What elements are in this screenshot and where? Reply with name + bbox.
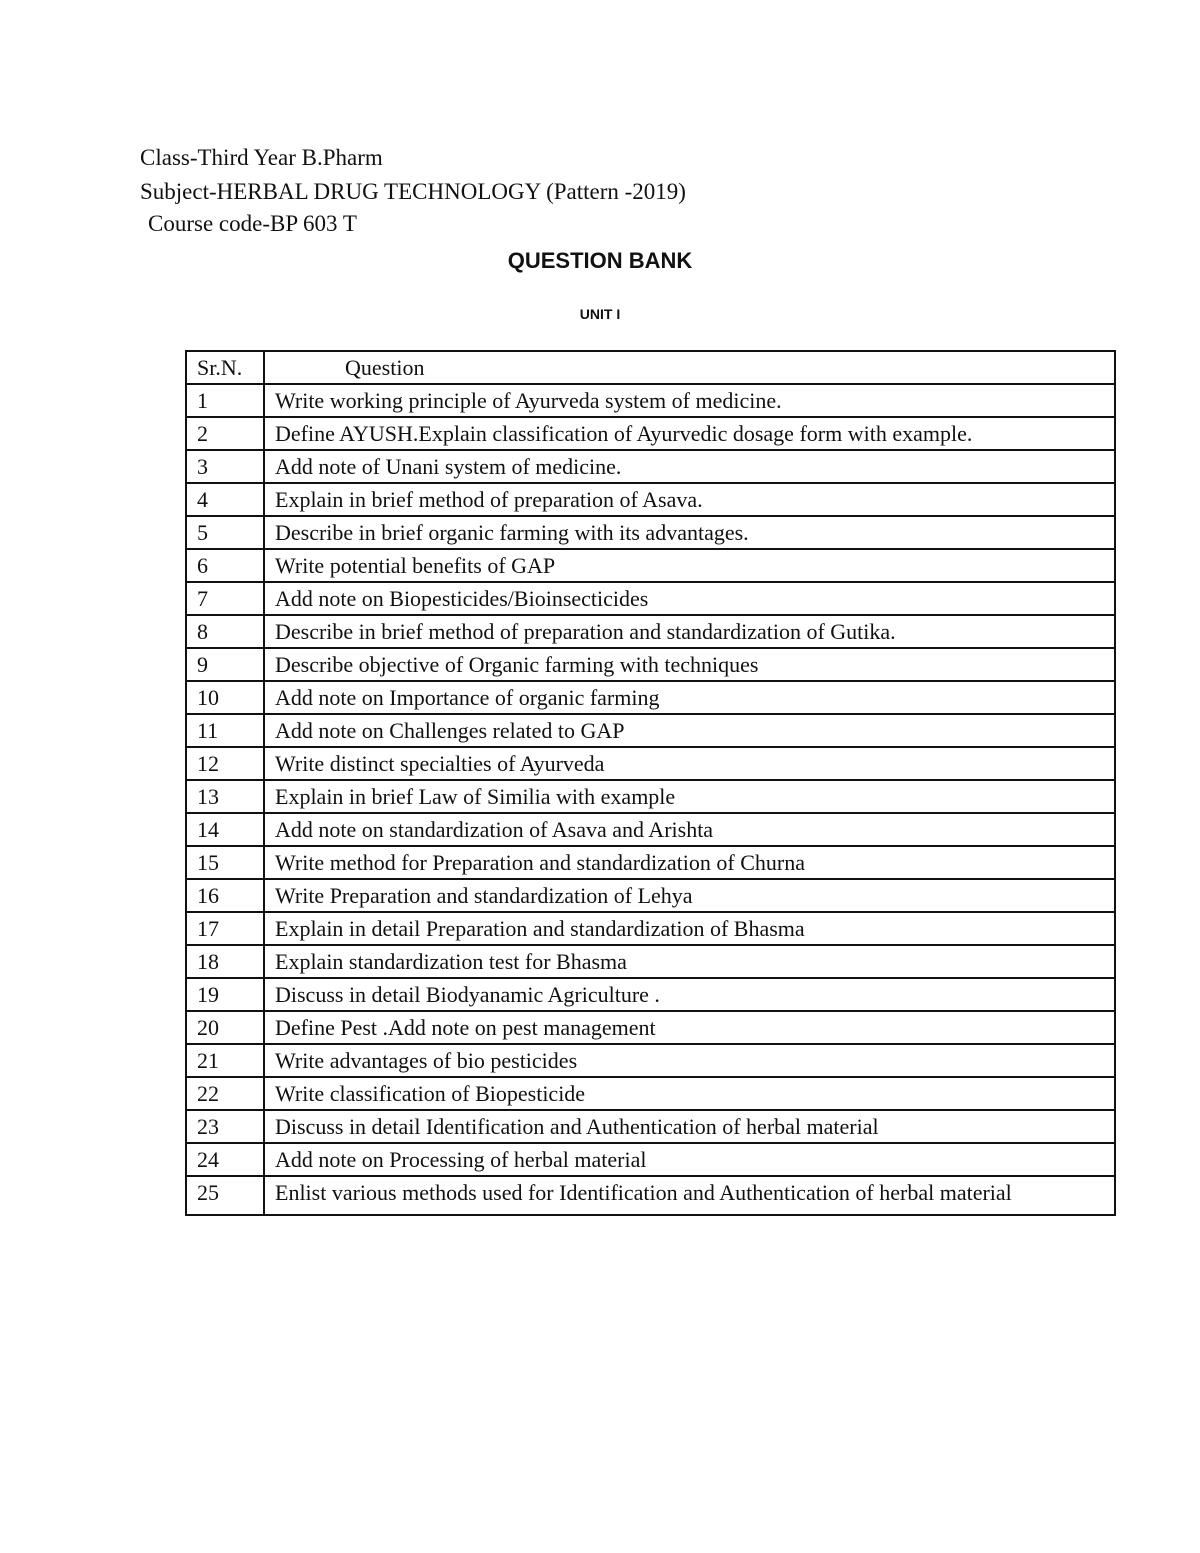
table-row: [186, 714, 1115, 747]
row-question: Explain in detail Preparation and standardization of Bhasma: [264, 912, 1115, 945]
table-row: [186, 813, 1115, 846]
row-number: 1: [186, 384, 264, 417]
row-question: Add note on standardization of Asava and Arishta: [264, 813, 1115, 846]
row-number: 9: [186, 648, 264, 681]
table-row: [186, 912, 1115, 945]
row-number: 25: [186, 1176, 264, 1215]
row-question: Explain in brief method of preparation of Asava.: [264, 483, 1115, 516]
table-row: [186, 846, 1115, 879]
row-number: 2: [186, 417, 264, 450]
header-serial-number: Sr.N.: [186, 351, 264, 384]
table-header-row: [186, 351, 1115, 384]
question-table: [185, 350, 1116, 1216]
table-row: [186, 681, 1115, 714]
row-number: 4: [186, 483, 264, 516]
unit-heading: UNIT I: [579, 306, 621, 322]
row-question: Write Preparation and standardization of Lehya: [264, 879, 1115, 912]
row-question: Discuss in detail Biodyanamic Agriculture .: [264, 978, 1115, 1011]
row-question: Define Pest .Add note on pest management: [264, 1011, 1115, 1044]
row-number: 10: [186, 681, 264, 714]
row-number: 20: [186, 1011, 264, 1044]
row-question: Write working principle of Ayurveda system of medicine.: [264, 384, 1115, 417]
row-question: Discuss in detail Identification and Authentication of herbal material: [264, 1110, 1115, 1143]
row-question: Describe in brief organic farming with its advantages.: [264, 516, 1115, 549]
row-question: Write advantages of bio pesticides: [264, 1044, 1115, 1077]
row-question: Write method for Preparation and standardization of Churna: [264, 846, 1115, 879]
row-number: 12: [186, 747, 264, 780]
table-row: [186, 1044, 1115, 1077]
page-title: QUESTION BANK: [507, 248, 693, 273]
row-question: Write distinct specialties of Ayurveda: [264, 747, 1115, 780]
table-row: [186, 483, 1115, 516]
row-number: 14: [186, 813, 264, 846]
table-row: [186, 450, 1115, 483]
row-number: 8: [186, 615, 264, 648]
row-number: 21: [186, 1044, 264, 1077]
table-row: [186, 549, 1115, 582]
row-number: 18: [186, 945, 264, 978]
table-row: [186, 516, 1115, 549]
row-question: Add note of Unani system of medicine.: [264, 450, 1115, 483]
row-question: Describe in brief method of preparation and standardization of Gutika.: [264, 615, 1115, 648]
table-row: [186, 1176, 1115, 1215]
row-question: Describe objective of Organic farming with techniques: [264, 648, 1115, 681]
row-number: 15: [186, 846, 264, 879]
table-row: [186, 945, 1115, 978]
table-row: [186, 417, 1115, 450]
row-question: Add note on Challenges related to GAP: [264, 714, 1115, 747]
row-number: 11: [186, 714, 264, 747]
table-row: [186, 1077, 1115, 1110]
row-question: Add note on Biopesticides/Bioinsecticides: [264, 582, 1115, 615]
row-question: Add note on Importance of organic farming: [264, 681, 1115, 714]
row-number: 5: [186, 516, 264, 549]
table-row: [186, 648, 1115, 681]
row-number: 24: [186, 1143, 264, 1176]
row-question: Explain in brief Law of Similia with example: [264, 780, 1115, 813]
table-row: [186, 384, 1115, 417]
row-question: Enlist various methods used for Identification and Authentication of herbal material: [264, 1176, 1115, 1215]
table-row: [186, 879, 1115, 912]
row-number: 23: [186, 1110, 264, 1143]
row-question: Define AYUSH.Explain classification of Ayurvedic dosage form with example.: [264, 417, 1115, 450]
class-line: Class-Third Year B.Pharm: [140, 145, 383, 170]
table-row: [186, 1110, 1115, 1143]
table-row: [186, 747, 1115, 780]
row-question: Write classification of Biopesticide: [264, 1077, 1115, 1110]
row-number: 6: [186, 549, 264, 582]
row-number: 3: [186, 450, 264, 483]
row-question: Explain standardization test for Bhasma: [264, 945, 1115, 978]
row-number: 13: [186, 780, 264, 813]
row-question: Add note on Processing of herbal material: [264, 1143, 1115, 1176]
table-row: [186, 582, 1115, 615]
table-row: [186, 1011, 1115, 1044]
header-question: Question: [264, 351, 1115, 384]
table-row: [186, 978, 1115, 1011]
row-number: 19: [186, 978, 264, 1011]
table-row: [186, 615, 1115, 648]
subject-line: Subject-HERBAL DRUG TECHNOLOGY (Pattern -2019): [140, 179, 686, 204]
row-number: 17: [186, 912, 264, 945]
row-number: 22: [186, 1077, 264, 1110]
row-number: 16: [186, 879, 264, 912]
table-row: [186, 780, 1115, 813]
table-row: [186, 1143, 1115, 1176]
row-question: Write potential benefits of GAP: [264, 549, 1115, 582]
course-code-line: Course code-BP 603 T: [148, 211, 357, 236]
row-number: 7: [186, 582, 264, 615]
